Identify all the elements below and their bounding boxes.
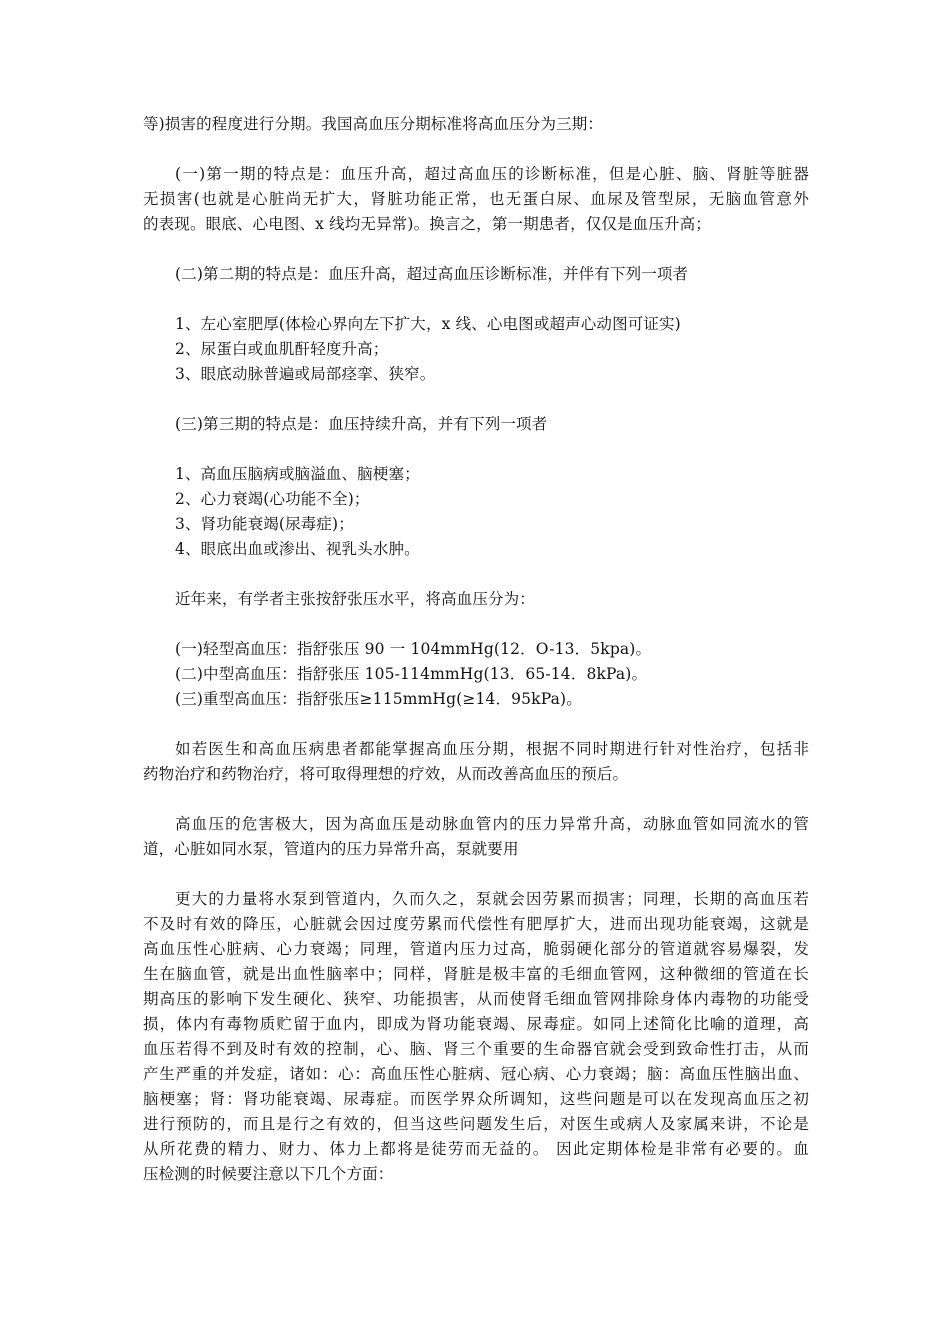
paragraph-gap: [143, 287, 809, 312]
long-para-line: 压检测的时候要注意以下几个方面：: [143, 1165, 394, 1183]
type-item: (二)中型高血压：指舒张压 105-114mmHg(13．65-14．8kPa)。: [175, 665, 648, 683]
long-para-line: 期高压的影响下发生硬化、狭窄、功能损害，从而使肾毛细血管网排除身体内毒物的功能受: [143, 990, 809, 1008]
paragraph-gap: [143, 237, 809, 262]
long-para-line: 进行预防的，而且是行之有效的，但当这些问题发生后，对医生或病人及家属来讲，不论是: [143, 1115, 809, 1133]
type-item: (一)轻型高血压：指舒张压 90 一 104mmHg(12．O-13．5kpa)。: [175, 640, 652, 658]
treatment-line: 如若医生和高血压病患者都能掌握高血压分期，根据不同时期进行针对性治疗，包括非: [175, 740, 809, 758]
intro-line: 等)损害的程度进行分期。我国高血压分期标准将高血压分为三期：: [143, 115, 604, 133]
long-para-line: 更大的力量将水泵到管道内，久而久之，泵就会因劳累而损害；同理，长期的高血压若: [175, 890, 809, 908]
long-para-line: 产生严重的并发症，诸如：心：高血压性心脏病、冠心病、心力衰竭；脑：高血压性脑出血、: [143, 1065, 809, 1083]
long-para-line: 生在脑血管，就是出血性脑率中；同样，肾脏是极丰富的毛细血管网，这种微细的管道在长: [143, 965, 809, 983]
harm-line: 道，心脏如同水泵，管道内的压力异常升高，泵就要用: [143, 840, 519, 858]
stage2-item: 2、尿蛋白或血肌酐轻度升高；: [175, 340, 389, 358]
paragraph-gap: [143, 562, 809, 587]
document-page: [143, 112, 809, 1187]
long-para-line: 不及时有效的降压，心脏就会因过度劳累而代偿性有肥厚扩大，进而出现功能衰竭，这就是: [143, 915, 809, 933]
recent-intro: 近年来，有学者主张按舒张压水平，将高血压分为：: [175, 590, 535, 608]
long-para-line: 损，体内有毒物质贮留于血内，即成为肾功能衰竭、尿毒症。如同上述简化比喻的道理，高: [143, 1015, 809, 1033]
treatment-line: 药物治疗和药物治疗，将可取得理想的疗效，从而改善高血压的预后。: [143, 765, 629, 783]
stage2-title: (二)第二期的特点是：血压升高，超过高血压诊断标准，并伴有下列一项者: [175, 265, 689, 283]
paragraph-gap: [143, 862, 809, 887]
stage1-line: 的表现。眼底、心电图、x 线均无异常)。换言之，第一期患者，仅仅是血压升高；: [143, 215, 711, 233]
paragraph-gap: [143, 612, 809, 637]
long-para-line: 脑梗塞；肾：肾功能衰竭、尿毒症。而医学界众所调知，这些问题是可以在发现高血压之初: [143, 1090, 809, 1108]
paragraph-gap: [143, 387, 809, 412]
long-para-line: 从所花费的精力、财力、体力上都将是徒劳而无益的。 因此定期体检是非常有必要的。血: [143, 1140, 809, 1158]
paragraph-gap: [143, 437, 809, 462]
type-item: (三)重型高血压：指舒张压≥115mmHg(≥14．95kPa)。: [175, 690, 582, 708]
stage1-line: 无损害(也就是心脏尚无扩大，肾脏功能正常，也无蛋白尿、血尿及管型尿，无脑血管意外: [143, 190, 809, 208]
stage1-line: (一)第一期的特点是：血压升高，超过高血压的诊断标准，但是心脏、脑、肾脏等脏器: [175, 165, 809, 183]
stage3-item: 3、肾功能衰竭(尿毒症)；: [175, 515, 354, 533]
stage3-item: 1、高血压脑病或脑溢血、脑梗塞；: [175, 465, 420, 483]
stage2-item: 3、眼底动脉普遍或局部痉挛、狭窄。: [175, 365, 436, 383]
paragraph-gap: [143, 712, 809, 737]
stage2-item: 1、左心室肥厚(体检心界向左下扩大，x 线、心电图或超声心动图可证实): [175, 315, 681, 333]
paragraph-gap: [143, 787, 809, 812]
paragraph-gap: [143, 137, 809, 162]
stage3-item: 2、心力衰竭(心功能不全)；: [175, 490, 370, 508]
stage3-item: 4、眼底出血或渗出、视乳头水肿。: [175, 540, 420, 558]
stage3-title: (三)第三期的特点是：血压持续升高，并有下列一项者: [175, 415, 548, 433]
harm-line: 高血压的危害极大，因为高血压是动脉血管内的压力异常升高，动脉血管如同流水的管: [175, 815, 809, 833]
long-para-line: 高血压性心脏病、心力衰竭；同理，管道内压力过高，脆弱硬化部分的管道就容易爆裂，发: [143, 940, 809, 958]
long-para-line: 血压若得不到及时有效的控制，心、脑、肾三个重要的生命器官就会受到致命性打击，从而: [143, 1040, 809, 1058]
